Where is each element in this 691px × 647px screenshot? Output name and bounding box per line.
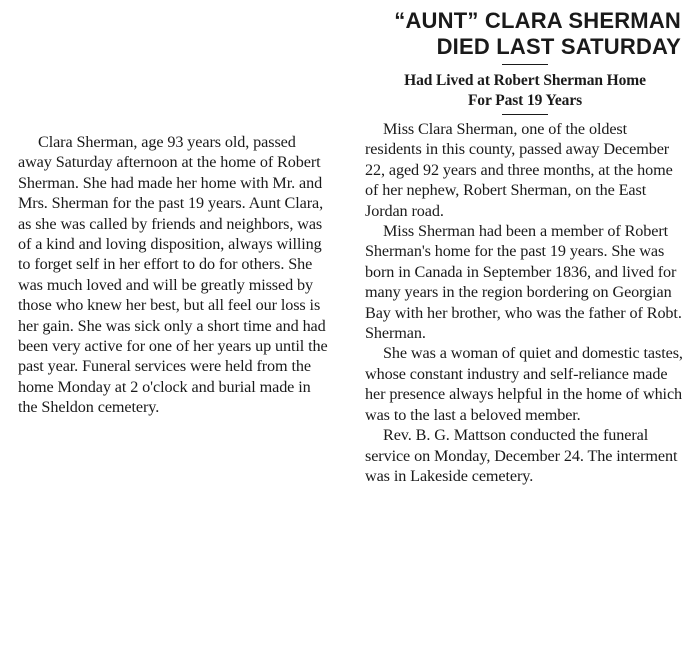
right-obituary-body — [365, 119, 685, 486]
headline-line-1: “AUNT” CLARA SHERMAN — [394, 8, 681, 33]
right-obituary-paragraph-4: Rev. B. G. Mattson conducted the funeral service on Monday, December 24. The interment was in Lakeside cemetery. — [365, 426, 678, 485]
right-obituary-paragraph-2: Miss Sherman had been a member of Robert Sherman's home for the past 19 years. She was born in Canada in September 1836, and lived for many years in the region bordering on Georgian Bay with her brother, who was the father of Robt. Sherman. — [365, 222, 682, 343]
right-obituary-column — [365, 8, 685, 486]
subheadline-line-2: For Past 19 Years — [467, 92, 583, 109]
right-obituary-paragraph-3: She was a woman of quiet and domestic tastes, whose constant industry and self-reliance made her presence always helpful in the home of which was to the last a beloved member. — [365, 344, 683, 424]
subheadline — [365, 71, 685, 111]
subheadline-divider — [502, 114, 548, 115]
headline-divider — [502, 64, 548, 65]
left-obituary-column — [18, 132, 332, 418]
headline — [365, 8, 685, 60]
left-obituary-paragraph: Clara Sherman, age 93 years old, passed away Saturday afternoon at the home of Robert Sherman. She had made her home with Mr. and Mrs. Sherman for the past 19 years. Aunt Clara, as she was called by friends and neighbors, was of a kind and loving disposition, always willing to forget self in her effort to do for others. She was much loved and will be greatly missed by those who knew her best, but all feel our loss is her gain. She was sick only a short time and had been very active for one of her years up until the past year. Funeral services were held from the home Monday at 2 o'clock and burial made in the Sheldon cemetery. — [18, 133, 328, 417]
right-obituary-paragraph-1: Miss Clara Sherman, one of the oldest residents in this county, passed away December 22, aged 92 years and three months, at the home of her nephew, Robert Sherman, on the East Jordan road. — [365, 120, 673, 220]
headline-line-2: DIED LAST SATURDAY — [436, 34, 681, 59]
subheadline-line-1: Had Lived at Robert Sherman Home — [404, 72, 646, 89]
